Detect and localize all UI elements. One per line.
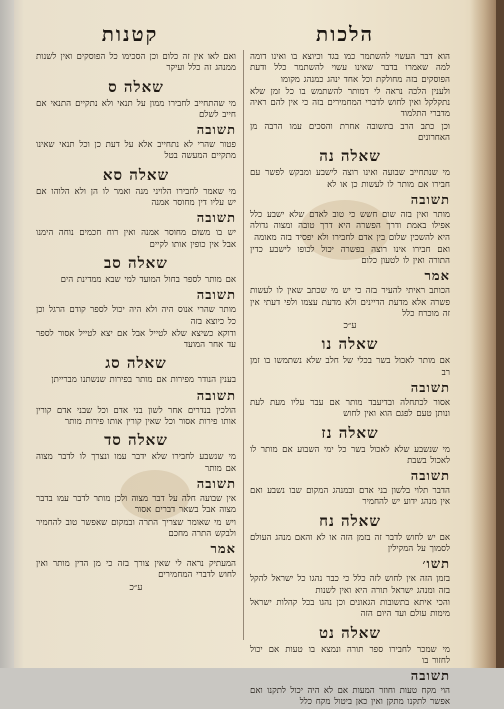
paragraph: ואם חבירו אינו רוצה בפשרה יכול לכופו לישבע כדין התורה ואין לו לטעון כלום <box>250 244 450 267</box>
closing-mark: ע״כ <box>129 582 143 593</box>
paragraph: ולענין הלכה נראה לי דמותר להשתמש בו כל זמן שלא נתקלקל ואין לחוש לדברי המחמירים בזה כי אין להם ראיה מדברי התלמוד <box>250 86 450 120</box>
answer-heading: תשובה <box>196 211 236 227</box>
answer-heading: תשובה <box>196 388 236 404</box>
paragraph: אם מותר לספר בחול המועד למי שבא ממדינת הים <box>60 274 236 285</box>
paragraph: פטור שהרי לא נתחייב אלא על דעת כן וכל תנאי שאינו מתקיים המעשה בטל <box>36 140 236 162</box>
paragraph: יש בו משום מחוסר אמנה ואין רוח חכמים נוחה הימנו אבל אין כופין אותו לקיים <box>36 228 236 250</box>
question-heading: שאלה סב <box>104 253 168 272</box>
paragraph: הוי מקח טעות וחוזר המעות אם לא היה יכול לתקנו ואם אפשר לתקנו מתקן ואין כאן ביטול מקח כלל <box>250 686 450 708</box>
paragraph: מי שנשבע לחבירו שלא ידבר עמו ונצרך לו לדבר מצוה אם מותר <box>36 452 236 474</box>
book-spine-shadow <box>0 0 14 668</box>
closing-mark: ע״כ <box>343 321 357 332</box>
paragraph: מי שנתחייב שבועה ואינו רוצה לישבע ומבקש לפשר עם חבירו אם מותר לו לעשות כן או לא <box>250 168 450 190</box>
answer-heading: תשובה <box>410 380 450 396</box>
answer-heading: תשובה <box>410 669 450 685</box>
paragraph: וכן כתב הרב בתשובה אחרת והסכים עמו הרבה מן האחרונים <box>250 121 450 144</box>
paragraph: בזמן הזה אין לחוש לזה כלל כי כבר נהגו כל ישראל להקל בזה ומנהג ישראל תורה היא ואין לשנות <box>250 574 450 596</box>
answer-heading: תשובה <box>196 288 236 304</box>
answer-heading: תשו׳ <box>422 557 450 573</box>
paragraph: אם מותר לאכול בשר בכלי של חלב שלא נשתמשו בו זמן רב <box>250 356 450 378</box>
paragraph: אסור לכתחלה ובדיעבד מותר אם עבר עליו מעת לעת ונותן טעם לפגם הוא ואין לחוש <box>250 397 450 420</box>
paragraph: אין שבועה חלה על דבר מצוה ולכן מותר לדבר עמו בדבר מצוה אבל בשאר דברים אסור <box>36 493 236 516</box>
answer-heading: אמר <box>210 542 236 558</box>
paragraph: ודוקא כשיצא שלא לטייל אבל אם יצא לטייל אסור לספר עד אחר המועד <box>36 328 236 351</box>
paragraph: מי שמכר לחבירו ספר תורה ונמצא בו טעות אם יכול לחזור בו <box>250 644 450 666</box>
question-heading: שאלה נח <box>319 511 381 530</box>
paragraph: בענין הנודר מפירות אם מותר בפירות שנשתנו מברייתן <box>51 375 236 386</box>
column-divider <box>243 50 244 640</box>
paragraph: הכותב ראיתי להעיר בזה כי יש מי שכתב שאין לו לעשות פשרה אלא מדעת הדיינים ולא מדעת עצמו ולפי דעתי אין זה מוכרח כלל <box>250 286 450 320</box>
question-heading: שאלה סא <box>102 165 170 184</box>
answer-heading: תשובה <box>196 476 236 492</box>
question-heading: שאלה נט <box>318 623 382 642</box>
paragraph: הולכין בנדרים אחר לשון בני אדם וכל שבני אדם קורין אותו פירות אסור וכל שאין קורין אותו פירות מותר <box>36 405 236 428</box>
question-heading: שאלה סג <box>105 354 167 373</box>
paragraph: מי שנשבע שלא לאכול בשר כל ימי השבוע אם מותר לו לאכול בשבת <box>250 444 450 466</box>
text-column-right <box>250 52 450 708</box>
paragraph: מותר שהרי אנוס היה ולא היה יכול לספר קודם הרגל וכן כל כיוצא בזה <box>36 305 236 327</box>
paragraph: ואם לאו אין זה כלום וכן הסכימו כל הפוסקים ואין לשנות ממנהג זה כלל ועיקר <box>36 52 236 74</box>
answer-heading: תשובה <box>196 123 236 139</box>
text-column-left <box>36 52 236 642</box>
paragraph: מותר ואין בזה שום חשש כי טוב לאדם שלא ישבע כלל אפילו באמת ודרך הפשרה היא דרך טובה ומצוה גדולה היא להשכין שלום בין אדם לחבירו ולא יפסיד בזה מאומה <box>250 209 450 243</box>
book-cover-edge <box>496 0 504 668</box>
question-heading: שאלה סד <box>104 431 168 450</box>
paragraph: והכי איתא בתשובות הגאונים וכן נהגו בכל קהלות ישראל מימות עולם ועד היום הזה <box>250 597 450 620</box>
running-header-left: קטנות <box>101 22 159 46</box>
paragraph: המעתיק נראה לי שאין צורך בזה כי מן הדין מותר ואין לחוש לדברי המחמירים <box>36 559 236 581</box>
paragraph: הדבר תלוי בלשון בני אדם ובמנהג המקום שבו נשבע ואם אין מנהג ידוע יש להחמיר <box>250 486 450 508</box>
answer-heading: תשובה <box>410 469 450 485</box>
question-heading: שאלה נה <box>319 147 381 166</box>
running-header-right: הלכות <box>316 22 374 46</box>
question-heading: שאלה נז <box>321 423 379 442</box>
paragraph: הוא דבר העשוי להשתמר כמו בגד וכיוצא בו ואינו דומה למה שאמרו בדבר שאינו עשוי להשתמר כלל ודעת הפוסקים בזה מחולקת וכל אחד ינהג כמנהג מקומו <box>250 52 450 85</box>
paragraph: מי שאמר לחבירו הלויני מנה ואמר לו הן ולא הלוהו אם יש עליו דין מחוסר אמנה <box>36 186 236 209</box>
question-heading: שאלה נו <box>321 335 379 354</box>
answer-heading: אמר <box>424 269 450 285</box>
paragraph: אם יש לחוש לדבר זה בזמן הזה או לא והאם מנהג העולם לסמוך על המקילין <box>250 532 450 555</box>
answer-heading: תשובה <box>410 192 450 208</box>
question-heading: שאלה ס <box>108 77 164 96</box>
paragraph: ויש מי שאומר שצריך התרה ובמקום שאפשר טוב להחמיר ולבקש התרה מחכם <box>36 517 236 539</box>
paragraph: מי שהתחייב לחבירו ממון על תנאי ולא נתקיים התנאי אם חייב לשלם <box>36 98 236 120</box>
